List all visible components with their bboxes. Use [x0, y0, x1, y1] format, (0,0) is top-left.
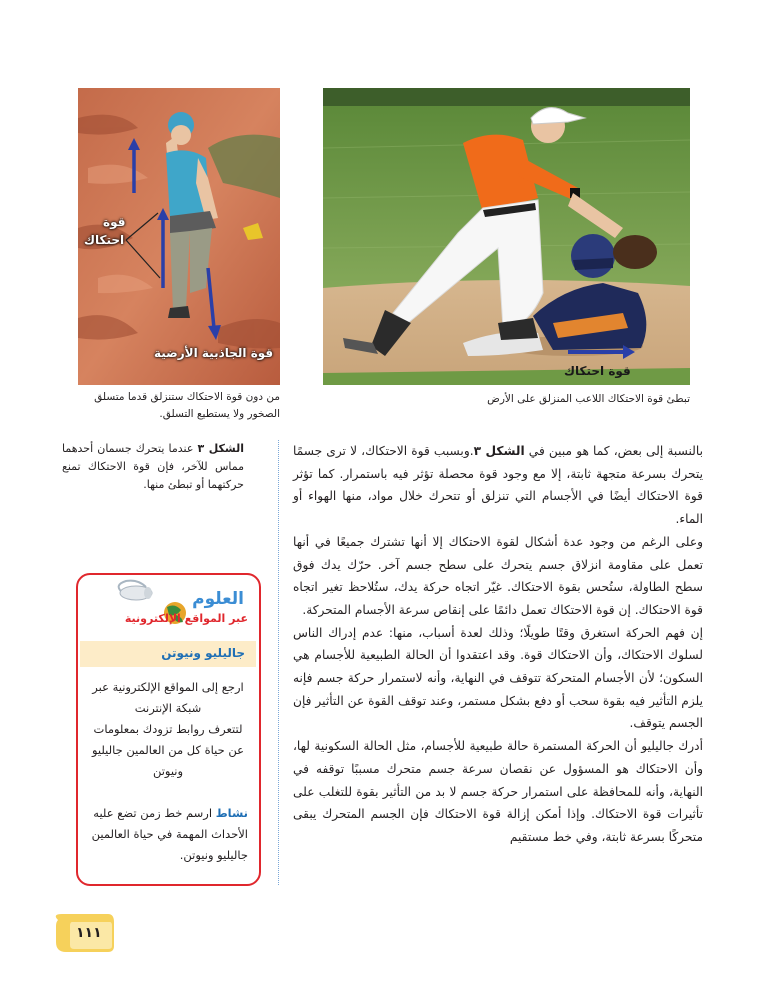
climber-gravity-label: قوة الجاذبية الأرضية [154, 346, 274, 360]
web-body-line-1: ارجع إلى المواقع الإلكترونية عبر شبكة الإنترنت [92, 680, 244, 715]
web-activity [90, 803, 248, 866]
web-header [78, 575, 258, 635]
climber-caption: من دون قوة الاحتكاك ستنزلق قدما متسلق الصخور ولا يستطيع التسلق. [94, 391, 280, 420]
figure-text: عندما يتحرك جسمان أحدهما مماس للآخر، فإن قوة الاحتكاك تمنع حركتهما أو تبطئ منها. [62, 442, 244, 491]
web-body-line-2: لتتعرف روابط تزودك بمعلومات عن حياة كل من العالمين جاليليو ونيوتن [91, 722, 245, 778]
baseball-caption: تبطئ قوة الاحتكاك اللاعب المنزلق على الأرض [487, 393, 690, 405]
paragraph-3: إن فهم الحركة استغرق وقتًا طويلًا؛ وذلك لعدة أسباب، منها: عدم إدراك الناس لسلوك الاحتكاك، وأن الاحتكاك قوة. وقد اعتقدوا أن الحالة الطبيعية للأجسام هي السكون؛ لأن الأجسام المتحركة تتوقف في النهاية، وأنه لاستمرار حركة جسم فإنه يلزم التأثير فيه بقوة سحب أو دفع بشكل مستمر، وعند توقف القوة عن التأثير فإن الجسم يتوقف. [293, 625, 703, 731]
activity-text: ارسم خط زمن تضع عليه الأحداث المهمة في حياة العالمين جاليليو ونيوتن. [91, 806, 248, 862]
page-number: ١١١ [76, 925, 102, 941]
figure-caption [62, 440, 244, 494]
paragraph-4: أدرك جاليليو أن الحركة المستمرة حالة طبيعية للأجسام، مثل الحالة السكونية لها، وأن الاحتكاك هو المسؤول عن نقصان سرعة جسم متحرك مسببًا توقفه في النهاية، وأنه للمحافظة على استمرار حركة جسم لا بد من التأثير بقوة للتغلب على تأثيرات قوة الاحتكاك. وإذا أمكن إزالة قوة الاحتكاك فإن الجسم المتحرك يبقى متحركًا بسرعة ثابتة، وفي خط مستقيم [293, 739, 703, 844]
science-online-box [76, 573, 261, 886]
column-divider [278, 440, 279, 885]
paragraph-1-end: .وبسبب قوة الاحتكاك، لا ترى جسمًا يتحرك بسرعة متجهة ثابتة، إلا مع وجود قوة محصلة تؤثر فيه باستمرار. كما تؤثر قوة الاحتكاك أيضًا في الأجسام التي تنزلق أو تتحرك خلال مواد، منها الهواء أو الماء. [293, 444, 703, 527]
climber-friction-label-1: قوة [103, 215, 126, 229]
baseball-friction-label: قوة احتكاك [564, 364, 631, 378]
figure-label: الشكل ٣ [197, 442, 245, 455]
figure-reference: الشكل ٣ [473, 444, 525, 458]
paragraph-1 [293, 440, 703, 531]
activity-label: نشاط [215, 806, 248, 820]
main-text [293, 440, 703, 849]
paragraph-2: وعلى الرغم من وجود عدة أشكال لقوة الاحتكاك إلا أنها تشترك جميعًا في أنها تعمل على مقاومة انزلاق جسم يتحرك على سطح جسم آخر. حرّك يدك فوق سطح الطاولة، ستُحس بقوة الاحتكاك. غيّر اتجاه حركة يدك، ستُلاحظ تغير اتجاه قوة الاحتكاك. إن قوة الاحتكاك تعمل دائمًا على إنقاص سرعة الأجسام المتحركة. [293, 534, 703, 617]
web-subtitle: عبر المواقع الإلكترونية [124, 612, 248, 625]
baseball-photo [323, 88, 690, 385]
paragraph-1-start: بالنسبة إلى بعض، كما هو مبين في [524, 444, 703, 458]
climber-friction-label-2: احتكاك [84, 233, 125, 247]
web-body [90, 677, 246, 782]
web-title: العلوم [192, 589, 244, 609]
web-topic: جاليليو ونيوتن [161, 646, 245, 660]
